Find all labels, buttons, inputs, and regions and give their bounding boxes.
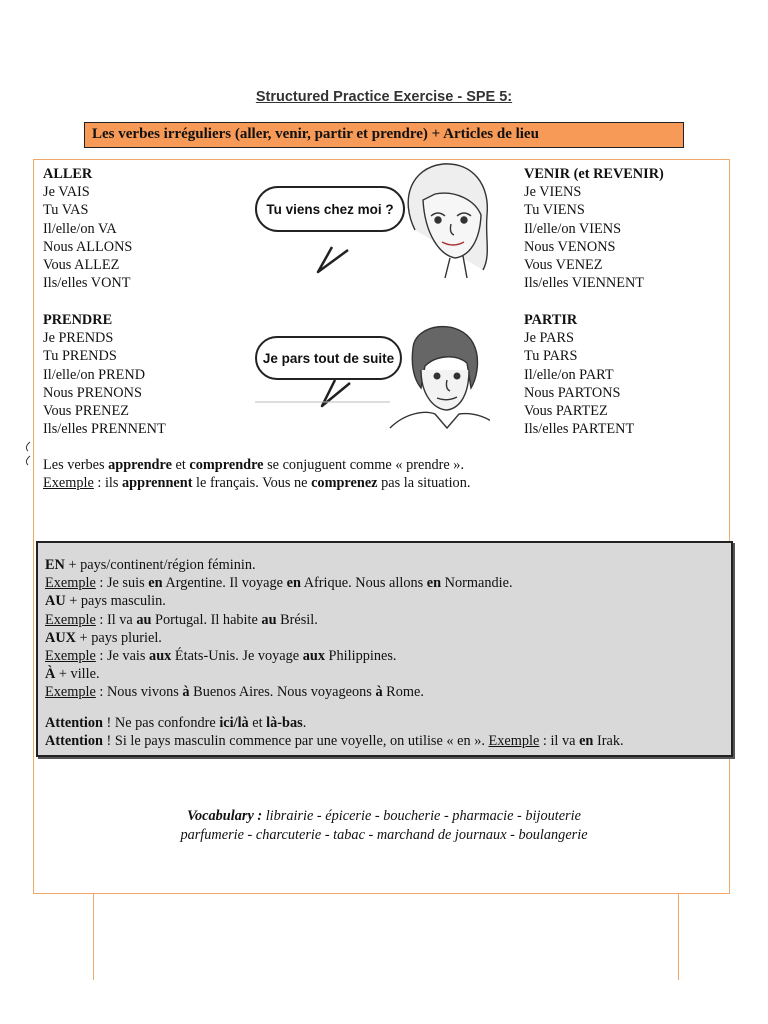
conjugation-line: Je PRENDS xyxy=(43,330,114,347)
conjugation-line: Tu PRENDS xyxy=(43,348,117,365)
verb-heading: PRENDRE xyxy=(43,312,113,328)
note-line-2 xyxy=(43,474,470,492)
topic-banner: Les verbes irréguliers (aller, venir, partir et prendre) + Articles de lieu xyxy=(84,122,684,148)
text: + ville. xyxy=(55,666,100,683)
text-bold: EN xyxy=(45,557,65,573)
conjugation-line: Tu VAS xyxy=(43,202,89,219)
speech-bubble-man: Je pars tout de suite xyxy=(255,336,402,380)
rule-aux xyxy=(45,629,731,647)
example-label: Exemple xyxy=(45,648,96,665)
margin-doodle xyxy=(22,440,34,470)
text-bold: aux xyxy=(149,648,172,665)
example-a xyxy=(45,683,731,701)
rule-a xyxy=(45,665,731,683)
text: Les verbes xyxy=(43,457,109,473)
text: : Il va xyxy=(95,611,137,628)
conjugation-line: Vous ALLEZ xyxy=(43,257,120,274)
conjugation-line: Tu VIENS xyxy=(524,202,585,219)
conjugation-line: Il/elle/on VA xyxy=(43,220,117,237)
text-bold: Attention xyxy=(45,714,103,731)
text: le français. Vous ne xyxy=(192,475,312,491)
conjugation-line: Tu PARS xyxy=(524,348,578,365)
conjugation-prendre xyxy=(43,311,166,438)
text-bold: à xyxy=(375,684,383,701)
text-bold: en xyxy=(286,575,301,592)
conjugation-line: Je PARS xyxy=(524,330,574,347)
conjugation-line: Nous PRENONS xyxy=(43,384,142,401)
frame-line-right xyxy=(678,894,679,980)
attention-2 xyxy=(45,732,731,750)
text-bold: apprennent xyxy=(122,475,193,491)
text: Portugal. Il habite xyxy=(151,611,262,628)
text: Afrique. Nous allons xyxy=(300,575,427,592)
verb-heading: PARTIR xyxy=(524,312,578,328)
conjugation-venir xyxy=(524,165,664,292)
conjugation-line: Vous PRENEZ xyxy=(43,403,129,420)
example-label: Exemple xyxy=(45,684,96,701)
text: Argentine. Il voyage xyxy=(162,575,287,592)
text-bold: en xyxy=(579,732,594,749)
text: Normandie. xyxy=(441,575,513,592)
text-bold: au xyxy=(261,611,277,628)
place-articles-box xyxy=(36,541,733,757)
text: librairie - épicerie - boucherie - pharmacie - bijouterie xyxy=(262,808,581,824)
text-bold: comprendre xyxy=(189,457,264,473)
text: + pays pluriel. xyxy=(75,629,162,646)
text-bold: aux xyxy=(302,648,325,665)
speech-bubble-woman: Tu viens chez moi ? xyxy=(255,186,405,232)
conjugation-line: Vous VENEZ xyxy=(524,257,603,274)
attention-1 xyxy=(45,714,731,732)
rule-au xyxy=(45,592,731,610)
vocabulary-label: Vocabulary : xyxy=(187,808,263,824)
text-bold: Attention xyxy=(45,732,103,749)
text-bold: à xyxy=(182,684,190,701)
text: : ils xyxy=(93,475,123,491)
conjugation-line: Nous PARTONS xyxy=(524,384,621,401)
conjugation-line: Il/elle/on PREND xyxy=(43,366,146,383)
text: Philippines. xyxy=(324,648,397,665)
conjugation-aller xyxy=(43,165,132,292)
vocabulary-line-2: parfumerie - charcuterie - tabac - marchand de journaux - boulangerie xyxy=(180,826,588,843)
conjugation-line: Je VAIS xyxy=(43,184,90,201)
rule-en xyxy=(45,556,731,574)
text: Irak. xyxy=(593,732,624,749)
note-line-1 xyxy=(43,456,464,474)
example-aux xyxy=(45,647,731,665)
conjugation-partir xyxy=(524,311,634,438)
text: et xyxy=(248,714,267,731)
verb-heading: ALLER xyxy=(43,166,93,182)
text: : il va xyxy=(539,732,580,749)
conjugation-line: Nous ALLONS xyxy=(43,238,133,255)
example-label: Exemple xyxy=(43,475,94,491)
conjugation-line: Vous PARTEZ xyxy=(524,403,608,420)
text: pas la situation. xyxy=(377,475,471,491)
vocabulary xyxy=(0,807,768,844)
vocabulary-line-1 xyxy=(0,807,768,826)
example-label: Exemple xyxy=(45,611,96,628)
conjugation-line: Ils/elles PRENNENT xyxy=(43,421,166,438)
conjugation-line: Nous VENONS xyxy=(524,238,616,255)
conjugation-line: Ils/elles PARTENT xyxy=(524,421,635,438)
text-bold: ici/là xyxy=(219,714,249,731)
text: : Je vais xyxy=(95,648,150,665)
example-label: Exemple xyxy=(45,575,96,592)
example-au xyxy=(45,611,731,629)
text: Brésil. xyxy=(276,611,318,628)
text: + pays masculin. xyxy=(65,593,166,610)
text-bold: apprendre xyxy=(108,457,172,473)
text-bold: AUX xyxy=(45,629,76,646)
frame-line-left xyxy=(93,894,94,980)
text: se conjuguent comme « prendre ». xyxy=(263,457,465,473)
text: ! Si le pays masculin commence par une voyelle, on utilise « en ». xyxy=(102,732,489,749)
conjugation-line: Il/elle/on VIENS xyxy=(524,220,622,237)
example-en xyxy=(45,574,731,592)
text: + pays/continent/région féminin. xyxy=(64,557,256,573)
text-bold: AU xyxy=(45,593,66,610)
conjugation-line: Ils/elles VIENNENT xyxy=(524,275,645,292)
text-bold: en xyxy=(426,575,442,592)
verb-heading: VENIR (et REVENIR) xyxy=(524,166,664,182)
text-bold: À xyxy=(45,666,56,683)
text-bold: au xyxy=(136,611,152,628)
text: Rome. xyxy=(382,684,424,701)
text: ! Ne pas confondre xyxy=(102,714,220,731)
text: Buenos Aires. Nous voyageons xyxy=(189,684,376,701)
text: : Je suis xyxy=(95,575,149,592)
page-title: Structured Practice Exercise - SPE 5: xyxy=(255,89,513,105)
text: : Nous vivons xyxy=(95,684,183,701)
conjugation-line: Ils/elles VONT xyxy=(43,275,131,292)
text-bold: là-bas xyxy=(266,714,303,731)
text: États-Unis. Je voyage xyxy=(171,648,303,665)
text-bold: en xyxy=(148,575,163,592)
conjugation-line: Il/elle/on PART xyxy=(524,366,614,383)
text: et xyxy=(171,457,190,473)
conjugation-line: Je VIENS xyxy=(524,184,582,201)
text-bold: comprenez xyxy=(311,475,378,491)
example-label: Exemple xyxy=(488,732,540,749)
text: . xyxy=(302,714,307,731)
